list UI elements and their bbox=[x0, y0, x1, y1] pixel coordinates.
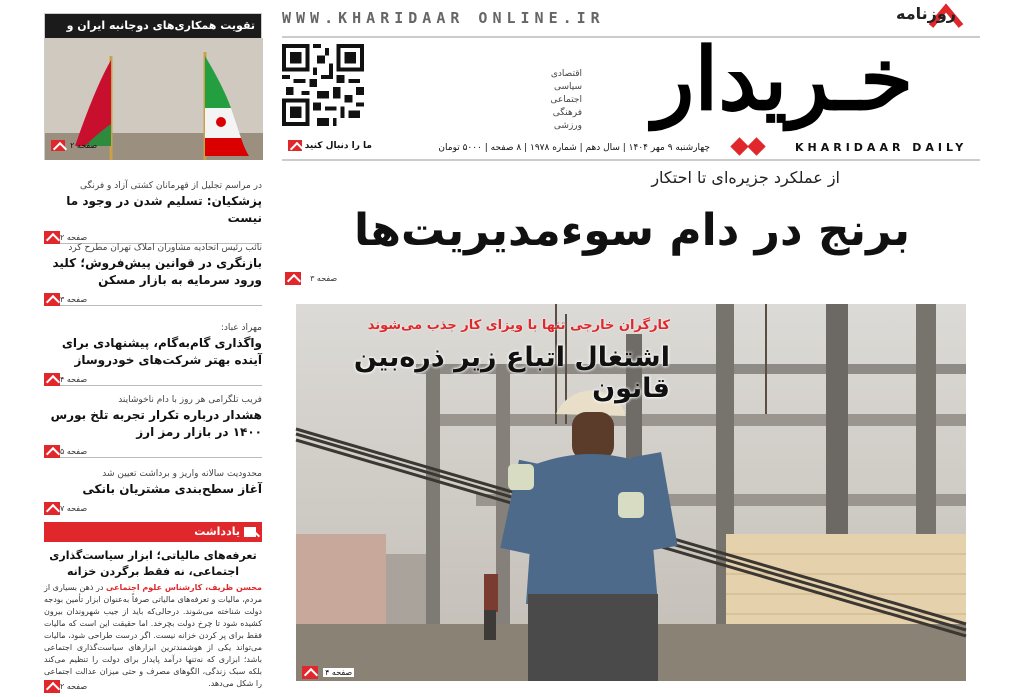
photo-arrow-icon bbox=[302, 666, 318, 679]
topics-list bbox=[520, 68, 582, 138]
promo-title: تقویت همکاری‌های دوجانبه ایران و bbox=[45, 14, 261, 38]
sidebar-item-kicker: محدودیت سالانه واریز و برداشت تعیین شد bbox=[102, 469, 262, 479]
topic-item: اجتماعی bbox=[550, 95, 582, 105]
divider bbox=[44, 305, 262, 306]
sidebar-item-kicker: در مراسم تجلیل از قهرمانان کشتی آزاد و فرنگی bbox=[79, 181, 262, 191]
sidebar-item-footer bbox=[44, 369, 262, 385]
opinion-arrow-icon bbox=[244, 527, 256, 537]
photo-story-kicker: کارگران خارجی تنها با ویزای کار جذب می‌شوند bbox=[367, 318, 670, 333]
arrow-icon bbox=[44, 293, 60, 306]
topic-item: اقتصادی bbox=[550, 69, 582, 79]
lead-headline[interactable]: برنج در دام سوءمدیریت‌ها bbox=[354, 205, 910, 256]
sidebar-item[interactable] bbox=[44, 394, 262, 458]
lead-arrow-icon bbox=[285, 272, 301, 285]
lead-kicker: از عملکرد جزیره‌ای تا احتکار bbox=[651, 168, 840, 187]
topic-item: ورزشی bbox=[553, 121, 582, 131]
opinion-page-arrow-icon bbox=[44, 680, 60, 693]
arrow-icon bbox=[44, 373, 60, 386]
logo-dots-icon bbox=[730, 138, 780, 158]
promo-footer bbox=[51, 135, 101, 154]
opinion-author: محسن ظریف، کارشناس علوم اجتماعی bbox=[105, 583, 262, 592]
sidebar-item-footer bbox=[44, 498, 262, 514]
sidebar-item-page: صفحه ۲ bbox=[60, 233, 88, 242]
sidebar-item-headline: واگذاری گام‌به‌گام، پیشنهادی برای آینده بهتر شرکت‌های خودروساز bbox=[61, 336, 262, 367]
opinion-label: یادداشت bbox=[194, 525, 240, 538]
qr-code-icon[interactable] bbox=[282, 44, 364, 126]
promo-box[interactable] bbox=[44, 13, 262, 160]
sidebar-item-kicker: نائب رئیس اتحادیه مشاوران املاک تهران مطرح کرد bbox=[68, 243, 262, 253]
sidebar-item-footer bbox=[44, 289, 262, 305]
newspaper-logo: خـریدار bbox=[652, 29, 914, 130]
sidebar-item-headline: آغاز سطح‌بندی مشتریان بانکی bbox=[82, 482, 262, 496]
topic-item: فرهنگی bbox=[552, 108, 582, 118]
sidebar-item[interactable] bbox=[44, 180, 262, 244]
news-sidebar bbox=[44, 172, 262, 692]
flags-image bbox=[45, 38, 261, 160]
sidebar-item-page: صفحه ۷ bbox=[60, 504, 88, 513]
sidebar-item-headline: پزشکیان: تسلیم شدن در وجود ما نیست bbox=[66, 194, 262, 225]
sidebar-item-kicker: فریب تلگرامی هر روز با دام ناخوشایند bbox=[118, 395, 262, 405]
sidebar-item-headline: بازنگری در قوانین پیش‌فروش؛ کلید ورود سرمایه به بازار مسکن bbox=[52, 256, 262, 287]
arrow-icon bbox=[44, 445, 60, 458]
divider bbox=[44, 457, 262, 458]
topic-item: سیاسی bbox=[553, 82, 582, 92]
opinion-footer[interactable] bbox=[44, 676, 262, 692]
sidebar-item-footer bbox=[44, 441, 262, 457]
divider bbox=[44, 385, 262, 386]
daily-wordmark: KHARIDAAR DAILY bbox=[795, 141, 968, 154]
follow-us-tagline bbox=[282, 140, 372, 156]
opinion-text: در ذهن بسیاری از مردم، مالیات و تعرفه‌های مالیاتی صرفاً به‌عنوان ابزار تأمین بودجه دولت شناخته می‌شوند. درحالی‌که باید از جیب شهروندان بیرون کشیده شود تا چرخ دولت بچرخد. اما حقیقت این است که مالیات فقط برای پر کردن خزانه نیست. اگر درست طراحی شود، مالیات می‌تواند یکی از هوشمندترین ابزارهای سیاست‌گذاری اجتماعی باشد؛ ابزاری که نه‌تنها درآمد پایدار برای دولت را تنظیم می‌کند بلکه سبک زندگی، الگوهای مصرف و حتی میزان عدالت اجتماعی را شکل می‌دهد. bbox=[44, 583, 262, 688]
opinion-section-header bbox=[44, 522, 262, 542]
masthead-bottom-rule bbox=[282, 159, 980, 161]
lead-page: صفحه ۳ bbox=[310, 274, 338, 283]
sidebar-item-kicker: مهراد عباد: bbox=[220, 323, 262, 333]
lead-page-ref[interactable] bbox=[285, 268, 345, 284]
sidebar-item[interactable] bbox=[44, 322, 262, 386]
site-url[interactable]: WWW.KHARIDAAR ONLINE.IR bbox=[282, 9, 605, 27]
sidebar-item-page: صفحه ۳ bbox=[60, 295, 88, 304]
opinion-headline[interactable]: تعرفه‌های مالیاتی؛ ابزار سیاست‌گذاری اجتماعی، نه فقط برگردن خزانه bbox=[49, 549, 257, 578]
sidebar-item[interactable] bbox=[44, 468, 262, 514]
photo-page: صفحه ۴ bbox=[325, 668, 353, 677]
sidebar-item-page: صفحه ۴ bbox=[60, 375, 88, 384]
promo-page: صفحه ۲ bbox=[70, 141, 98, 150]
follow-arrow-icon bbox=[288, 140, 302, 151]
photo-story-title[interactable]: اشتغال اتباع زیر ذره‌بین قانون bbox=[353, 342, 670, 404]
promo-arrow-icon bbox=[51, 140, 65, 151]
sidebar-item-footer bbox=[44, 227, 262, 243]
arrow-icon bbox=[44, 502, 60, 515]
sidebar-item-headline: هشدار درباره تکرار تجربه تلخ بورس ۱۴۰۰ در بازار رمز ارز bbox=[50, 408, 262, 439]
opinion-page: صفحه ۲ bbox=[60, 682, 88, 691]
photo-page-ref[interactable] bbox=[302, 662, 362, 678]
follow-us-label: ما را دنبال کنید bbox=[304, 141, 372, 151]
sidebar-item[interactable] bbox=[44, 242, 262, 306]
issue-info: چهارشنبه ۹ مهر ۱۴۰۴ | سال دهم | شماره ۱۹۷۸ | ۸ صفحه | ۵۰۰۰ تومان bbox=[438, 143, 710, 153]
newspaper-label: روزنامه bbox=[896, 4, 956, 23]
sidebar-item-page: صفحه ۵ bbox=[60, 447, 88, 456]
